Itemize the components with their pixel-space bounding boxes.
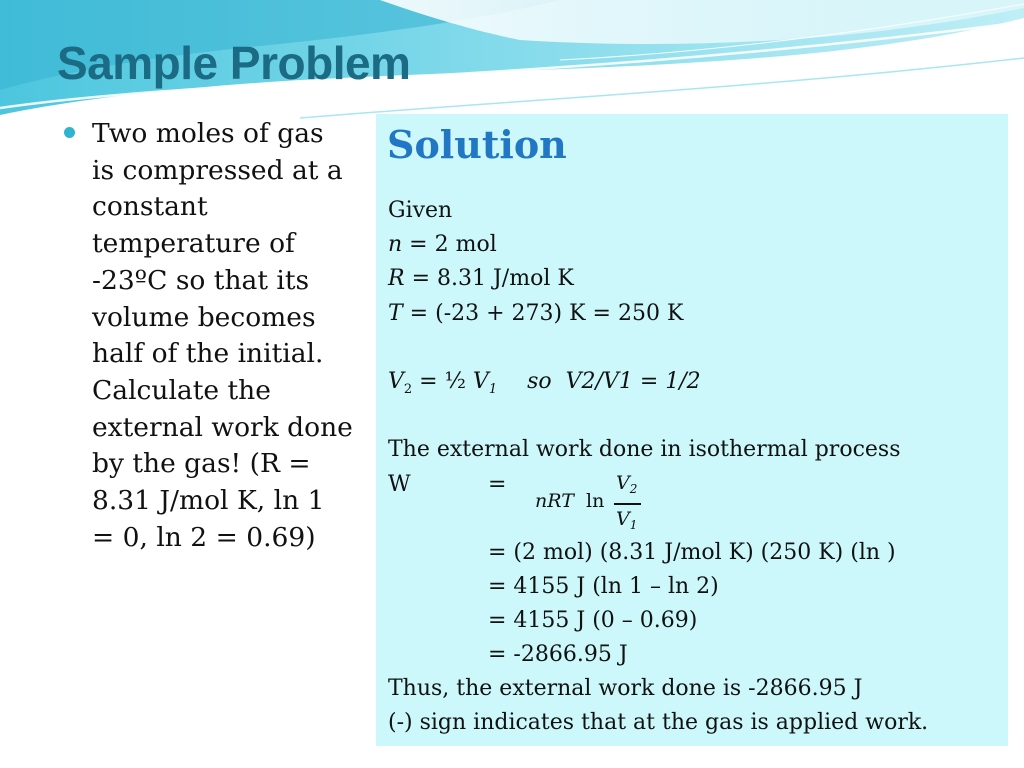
- t-variable: T: [388, 301, 403, 326]
- calc-step-2: = 4155 J (ln 1 – ln 2): [488, 574, 719, 599]
- work-label: W: [388, 472, 411, 497]
- v1-subscript: 1: [488, 382, 498, 397]
- v1-variable: V: [472, 369, 489, 394]
- problem-statement: Two moles of gas is compressed at a constant temperature of -23ºC so that its volume becomes half of the initial. Calculate the external work done by the gas! (R = 8.31 J/mol K, ln 1 = 0, ln 2 = 0.69): [92, 118, 353, 553]
- v2-subscript: 2: [403, 382, 413, 397]
- formula-numerator: $V_2$: [616, 472, 638, 496]
- formula-denominator: $V_1$: [616, 508, 638, 532]
- work-equals: =: [488, 472, 507, 497]
- formula-ln: ln: [586, 490, 605, 512]
- bullet-dot: [64, 127, 75, 138]
- v-equals-half: = ½: [412, 369, 473, 394]
- r-value: = 8.31 J/mol K: [404, 266, 574, 291]
- given-n: [388, 232, 497, 257]
- t-value: = (-23 + 273) K = 250 K: [402, 301, 684, 326]
- v2-variable: V: [388, 369, 404, 394]
- slide-title: Sample Problem: [57, 37, 411, 89]
- solution-box: [376, 114, 1008, 746]
- calc-step-3: = 4155 J (0 – 0.69): [488, 608, 698, 633]
- so-text: so: [527, 369, 552, 394]
- conclusion: Thus, the external work done is -2866.95 J: [388, 676, 863, 701]
- solution-title: Solution: [387, 122, 567, 167]
- given-t: [388, 301, 683, 326]
- n-value: = 2 mol: [402, 232, 497, 257]
- given-label: Given: [388, 198, 453, 223]
- given-r: [388, 266, 574, 291]
- fraction-bar: [614, 503, 641, 505]
- formula-nrt: nRT: [535, 490, 574, 512]
- work-intro: The external work done in isothermal process: [388, 437, 901, 462]
- isothermal-work-formula: [535, 472, 645, 544]
- r-variable: R: [388, 266, 405, 291]
- calc-step-1: = (2 mol) (8.31 J/mol K) (250 K) (ln ): [488, 540, 896, 565]
- volume-relation: [388, 369, 701, 397]
- sign-note: (-) sign indicates that at the gas is applied work.: [388, 710, 929, 735]
- n-variable: n: [388, 232, 403, 257]
- calc-step-4: = -2866.95 J: [488, 642, 628, 667]
- volume-ratio: V2/V1 = 1/2: [565, 369, 701, 394]
